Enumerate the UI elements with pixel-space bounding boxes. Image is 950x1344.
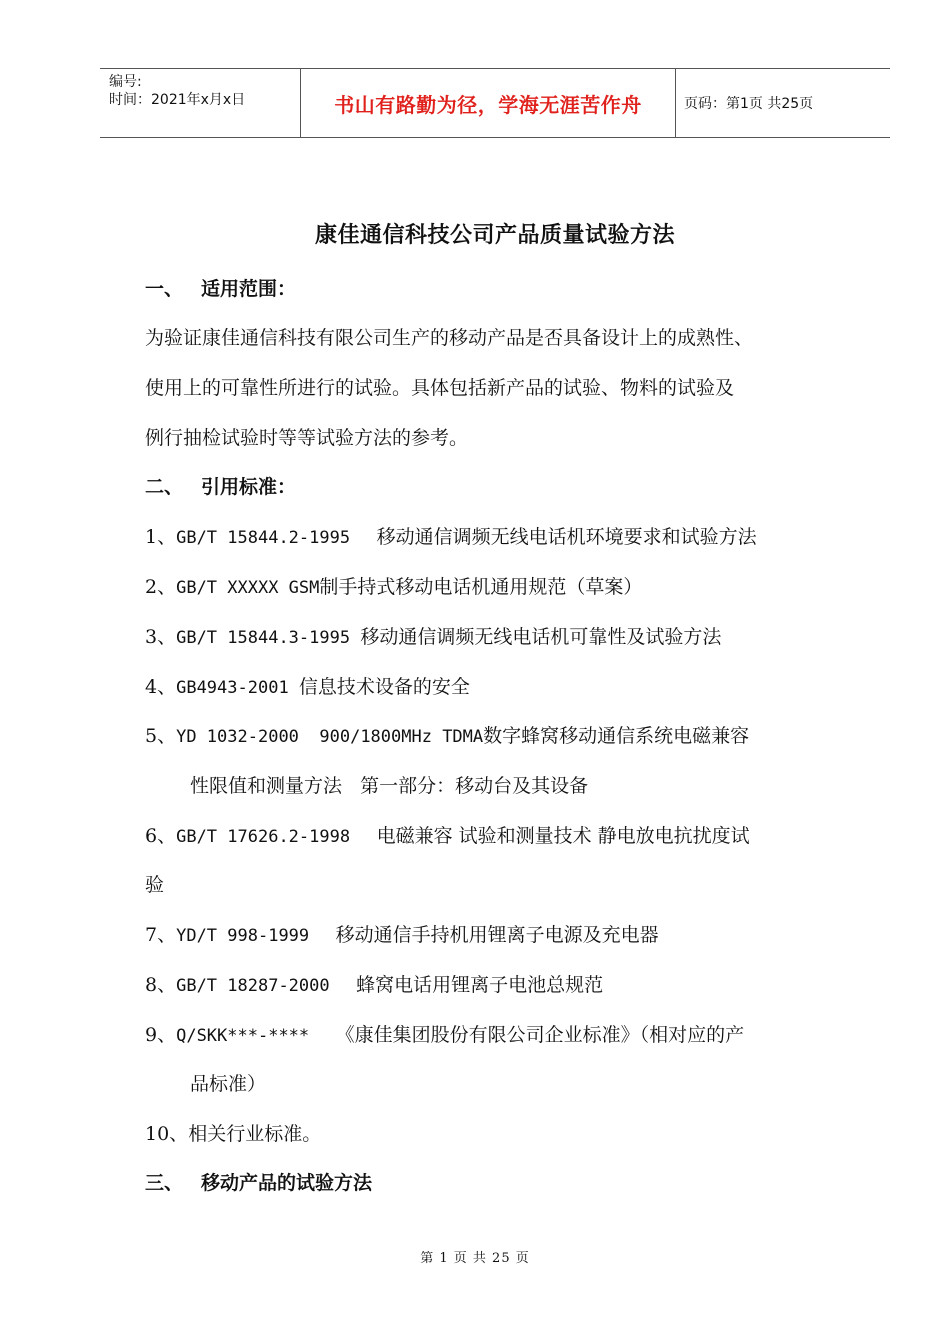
standard-code: GB/T XXXXX GSM [176, 578, 320, 598]
item-prefix: 10、 [145, 1123, 189, 1145]
standard-code: GB/T 15844.3-1995 [176, 628, 361, 648]
header-motto-cell [301, 69, 676, 137]
standard-title: 制手持式移动电话机通用规范（草案） [319, 576, 643, 598]
reference-item [145, 522, 757, 549]
item-prefix: 3、 [145, 626, 177, 648]
paragraph-line: 例行抽检试验时等等试验方法的参考。 [145, 427, 469, 449]
standard-title: 信息技术设备的安全 [298, 676, 470, 698]
item-prefix: 9、 [145, 1024, 177, 1046]
header-motto: 书山有路勤为径，学海无涯苦作舟 [334, 92, 642, 117]
item-prefix: 1、 [145, 526, 177, 548]
section-number: 二、 [145, 476, 184, 498]
page-header [100, 68, 890, 138]
standard-code: YD/T 998-1999 [176, 926, 330, 946]
section-heading-1 [145, 274, 296, 301]
section-heading-3 [145, 1168, 372, 1195]
header-page-info: 页码：第1页 共25页 [684, 96, 814, 112]
standard-title: 移动通信调频无线电话机可靠性及试验方法 [360, 626, 722, 648]
item-prefix: 5、 [145, 725, 177, 747]
reference-item-continuation: 品标准） [190, 1073, 267, 1095]
section-title: 移动产品的试验方法 [201, 1172, 373, 1194]
paragraph-line: 使用上的可靠性所进行的试验。具体包括新产品的试验、物料的试验及 [145, 377, 735, 399]
standard-code: GB/T 15844.2-1995 [176, 528, 371, 548]
standard-title: 移动通信手持机用锂离子电源及充电器 [329, 924, 659, 946]
reference-item [145, 721, 749, 748]
item-prefix: 2、 [145, 576, 177, 598]
document-time-label: 时间：2021年x月x日 [109, 92, 246, 108]
standard-title: 电磁兼容 试验和测量技术 静电放电抗扰度试 [370, 825, 750, 847]
reference-item [145, 1020, 744, 1047]
page-footer: 第 1 页 共 25 页 [420, 1251, 530, 1266]
section-heading-2 [145, 472, 296, 499]
standard-title: 《康佳集团股份有限公司企业标准》（相对应的产 [329, 1024, 745, 1046]
paragraph-line: 为验证康佳通信科技有限公司生产的移动产品是否具备设计上的成熟性、 [145, 327, 754, 349]
reference-item-continuation: 验 [145, 874, 165, 896]
item-prefix: 4、 [145, 676, 177, 698]
reference-item-continuation: 性限值和测量方法 第一部分：移动台及其设备 [190, 775, 589, 797]
document-number-label: 编号: [109, 74, 142, 90]
standard-title: 数字蜂窝移动通信系统电磁兼容 [483, 725, 750, 747]
item-prefix: 7、 [145, 924, 177, 946]
standard-title: 蜂窝电话用锂离子电池总规范 [350, 974, 604, 996]
reference-item [145, 1119, 321, 1146]
header-left-cell [100, 69, 301, 137]
standard-title: 移动通信调频无线电话机环境要求和试验方法 [370, 526, 757, 548]
header-page-info-cell [676, 69, 890, 137]
item-prefix: 6、 [145, 825, 177, 847]
standard-code: GB/T 17626.2-1998 [176, 827, 371, 847]
section-title: 适用范围： [201, 278, 297, 300]
reference-item [145, 970, 603, 997]
standard-code: GB4943-2001 [176, 678, 299, 698]
reference-item [145, 821, 750, 848]
standard-code: GB/T 18287-2000 [176, 976, 351, 996]
reference-item [145, 920, 659, 947]
reference-item [145, 572, 642, 599]
standard-title: 相关行业标准。 [188, 1123, 322, 1145]
item-prefix: 8、 [145, 974, 177, 996]
document-title: 康佳通信科技公司产品质量试验方法 [314, 223, 675, 248]
section-title: 引用标准： [201, 476, 297, 498]
section-number: 三、 [145, 1172, 184, 1194]
reference-item [145, 622, 721, 649]
standard-code: Q/SKK***-**** [176, 1026, 330, 1046]
standard-code: YD 1032-2000 900/1800MHz TDMA [176, 727, 484, 747]
reference-item [145, 672, 470, 699]
section-number: 一、 [145, 278, 184, 300]
